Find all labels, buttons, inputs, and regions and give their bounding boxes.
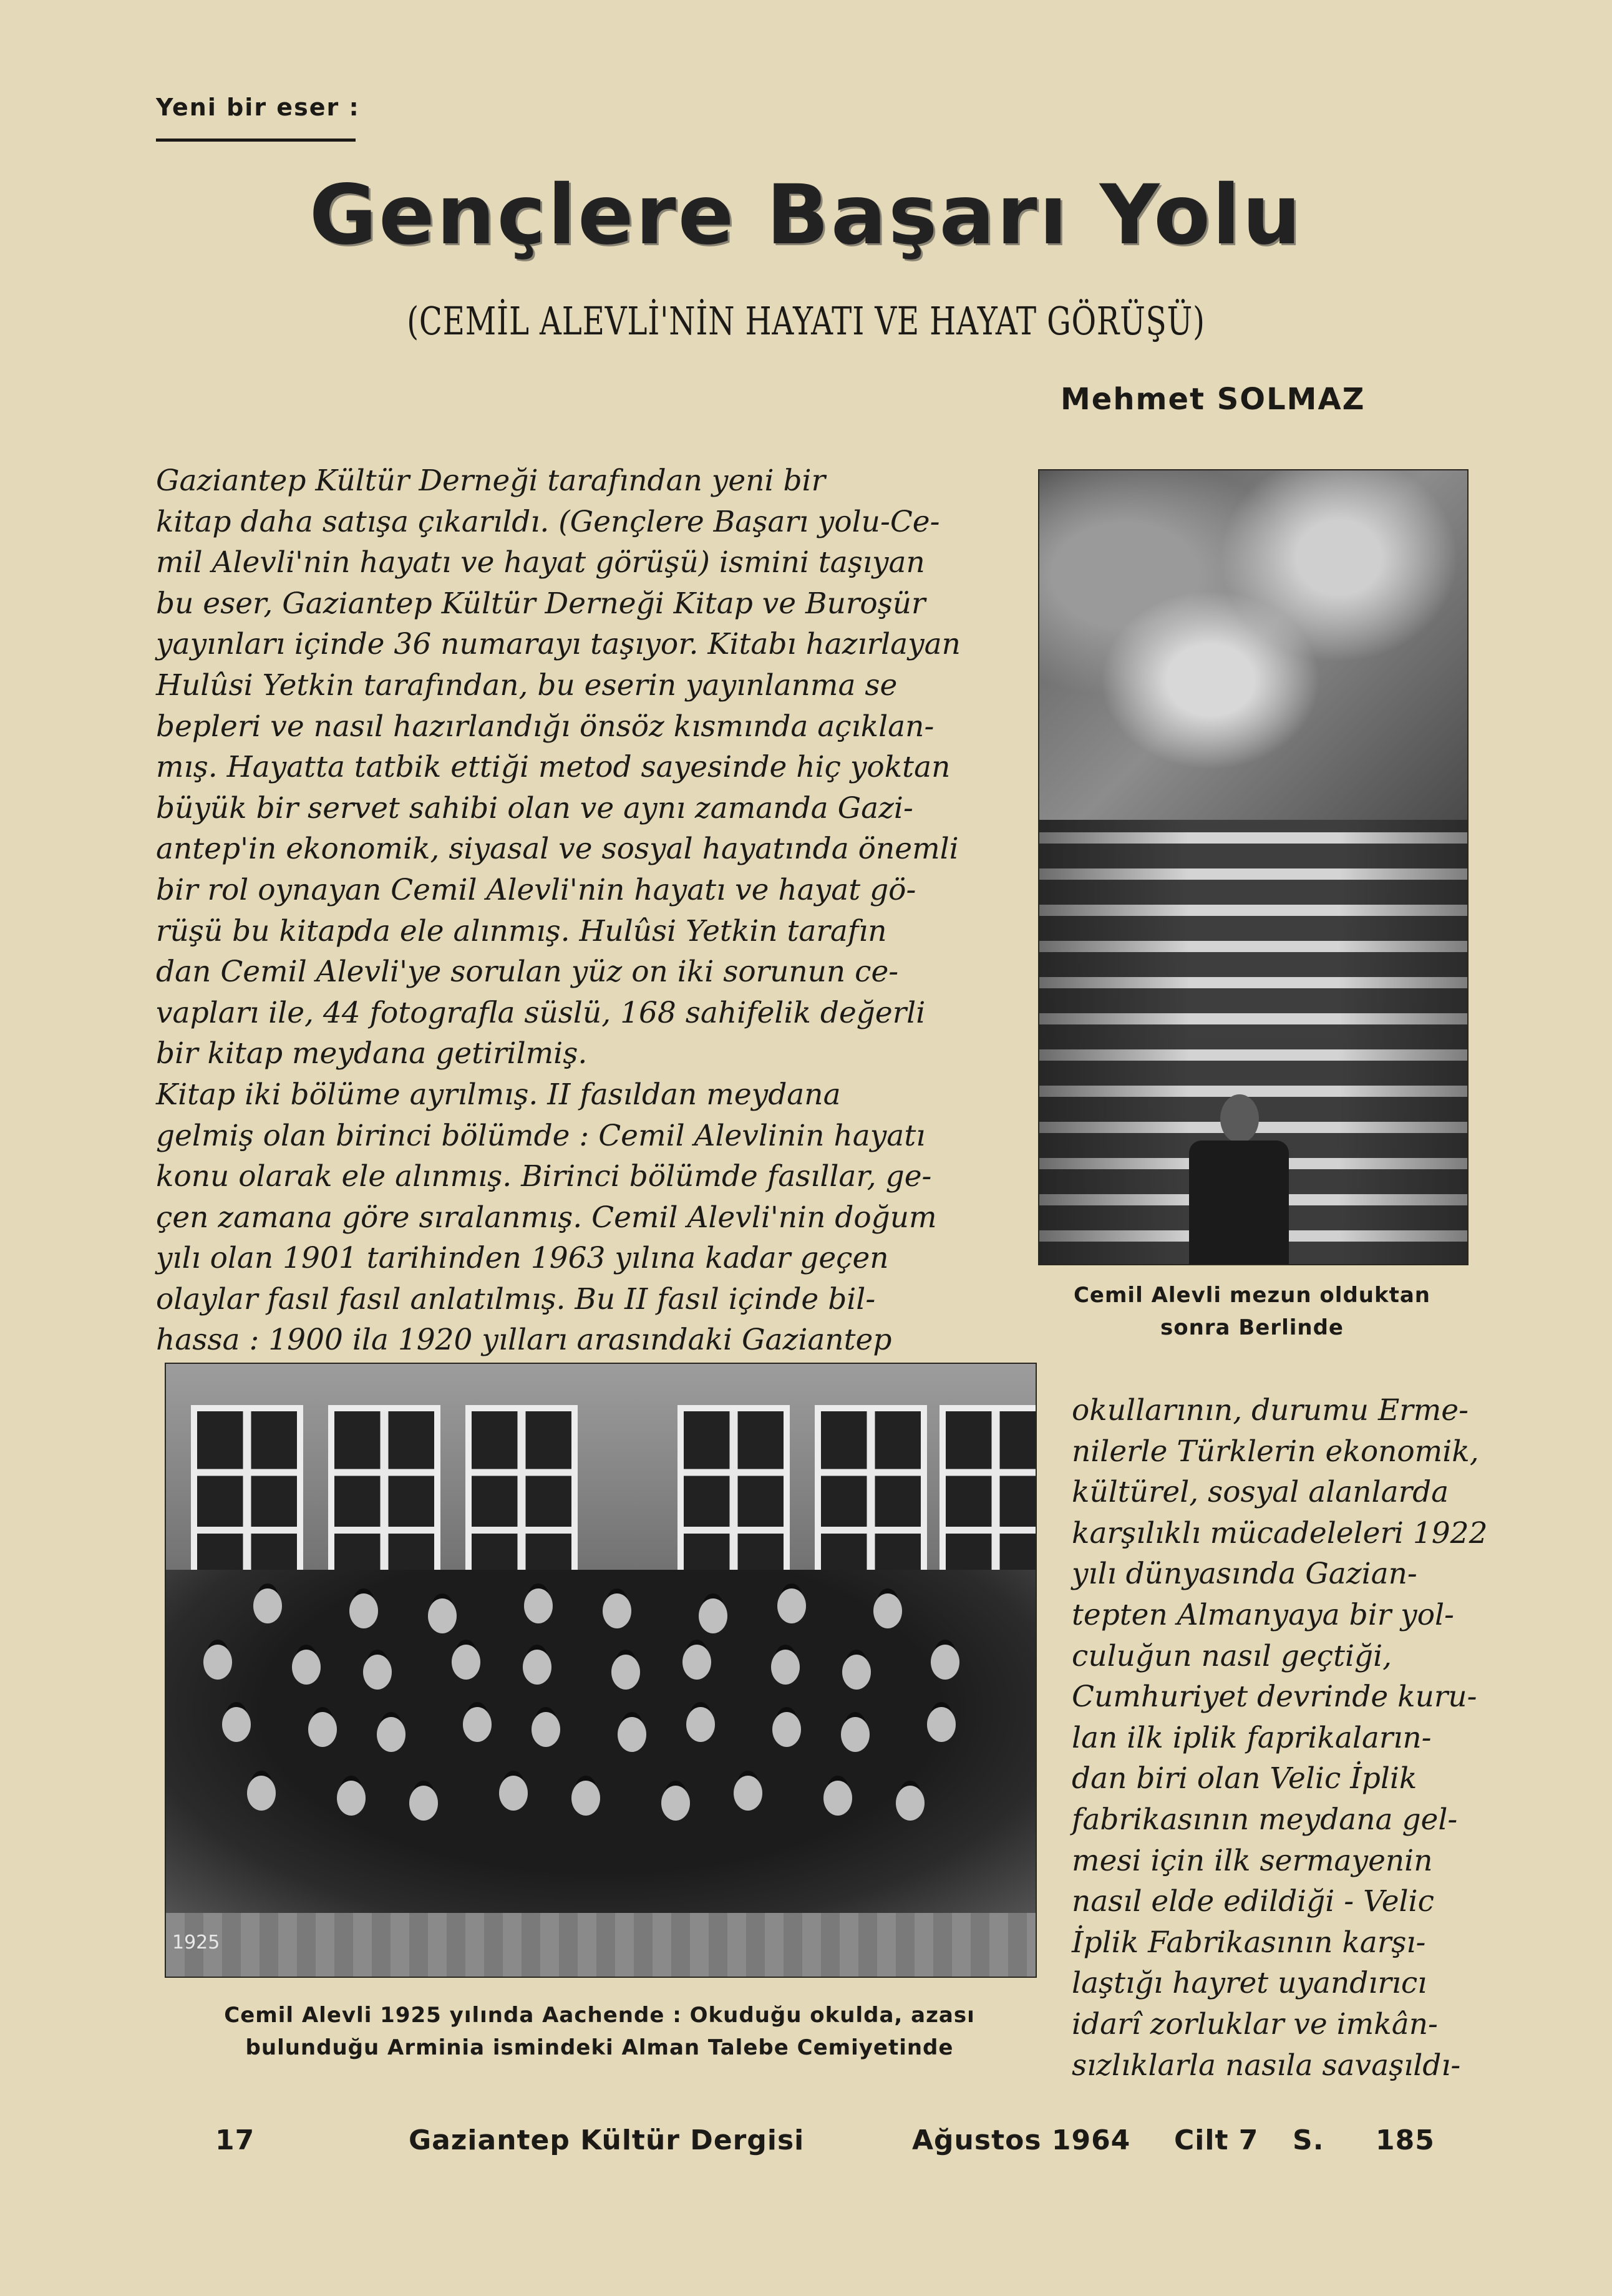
crowd-face xyxy=(931,1645,959,1680)
text-line: bir rol oynayan Cemil Alevli'nin hayatı ve hayat gö- xyxy=(156,872,916,907)
footer-date: Ağustos 1964 xyxy=(912,2124,1131,2156)
footer-page-number: 17 xyxy=(215,2124,255,2156)
text-line: yayınları içinde 36 numarayı taşıyor. Kitabı hazırlayan xyxy=(156,627,961,662)
text-line: yılı olan 1901 tarihinden 1963 yılına kadar geçen xyxy=(156,1241,889,1276)
photo-group-caption-line: Cemil Alevli 1925 yılında Aachende : Okuduğu okulda, azası xyxy=(224,2003,975,2028)
crowd-face xyxy=(699,1598,727,1633)
crowd-face xyxy=(292,1650,321,1685)
article-title: Gençlere Başarı Yolu xyxy=(309,167,1303,263)
body-column-left xyxy=(156,460,961,1361)
text-line: Cumhuriyet devrinde kuru- xyxy=(1072,1680,1477,1715)
photo-window xyxy=(940,1405,1037,1592)
text-line: nasıl elde edildiği - Velic xyxy=(1072,1884,1434,1919)
text-line: kitap daha satışa çıkarıldı. (Gençlere Başarı yolu-Ce- xyxy=(156,504,940,539)
photo-group-caption xyxy=(165,1999,1034,2064)
crowd-face xyxy=(337,1781,366,1816)
text-line: nilerle Türklerin ekonomik, xyxy=(1072,1434,1479,1469)
crowd-face xyxy=(686,1707,715,1742)
crowd-face xyxy=(777,1588,806,1623)
crowd-face xyxy=(452,1645,480,1680)
kicker-underline xyxy=(156,139,356,142)
text-line: İplik Fabrikasının karşı- xyxy=(1072,1925,1426,1960)
crowd-face xyxy=(873,1593,902,1628)
photo-group-aachen xyxy=(165,1363,1037,1978)
text-line: dan biri olan Velic İplik xyxy=(1072,1761,1417,1796)
crowd-face xyxy=(571,1781,600,1816)
crowd-face xyxy=(842,1655,871,1690)
text-line: Kitap iki bölüme ayrılmış. II fasıldan meydana xyxy=(156,1077,841,1112)
text-line: Gaziantep Kültür Derneği tarafından yeni bir xyxy=(156,464,826,498)
crowd-face xyxy=(409,1786,438,1821)
crowd-face xyxy=(682,1645,711,1680)
photo-window xyxy=(191,1405,303,1592)
figure-head xyxy=(1220,1094,1259,1143)
text-line: çen zamana göre sıralanmış. Cemil Alevli'nin doğum xyxy=(156,1200,937,1235)
crowd-face xyxy=(349,1593,378,1628)
text-line: okullarının, durumu Erme- xyxy=(1072,1393,1469,1428)
crowd-face xyxy=(896,1786,925,1821)
text-line: yılı dünyasında Gazian- xyxy=(1072,1557,1417,1592)
text-line: Hulûsi Yetkin tarafından, bu eserin yayınlanma se xyxy=(156,668,898,703)
text-line: konu olarak ele alınmış. Birinci bölümde fasıllar, ge- xyxy=(156,1159,932,1194)
photo-stairs-relief xyxy=(1039,470,1467,820)
crowd-face xyxy=(203,1645,232,1680)
footer-issue-label: S. xyxy=(1293,2124,1324,2156)
text-line: fabrikasının meydana gel- xyxy=(1072,1802,1458,1837)
crowd-face xyxy=(499,1776,528,1811)
crowd-face xyxy=(377,1717,405,1752)
photo-window xyxy=(815,1405,927,1592)
crowd-face xyxy=(603,1593,631,1628)
crowd-face xyxy=(523,1650,551,1685)
crowd-face xyxy=(363,1655,392,1690)
text-line: idarî zorluklar ve imkân- xyxy=(1072,2007,1438,2041)
text-line: bu eser, Gaziantep Kültür Derneği Kitap ve Buroşür xyxy=(156,586,926,621)
footer-journal-name: Gaziantep Kültür Dergisi xyxy=(409,2124,805,2156)
photo-group-ground xyxy=(166,1913,1036,1977)
crowd-face xyxy=(463,1707,492,1742)
text-line: tepten Almanyaya bir yol- xyxy=(1072,1597,1454,1632)
crowd-face xyxy=(532,1712,560,1747)
text-line: vapları ile, 44 fotografla süslü, 168 sahifelik değerli xyxy=(156,995,926,1030)
photo-stairs-berlin xyxy=(1038,469,1469,1265)
photo-stairs-caption-line: sonra Berlinde xyxy=(1160,1315,1344,1340)
photo-group-crowd xyxy=(166,1570,1036,1919)
photo-stairs-caption xyxy=(1038,1279,1466,1344)
crowd-face xyxy=(771,1650,800,1685)
text-line: culuğun nasıl geçtiği, xyxy=(1072,1638,1392,1673)
text-line: bepleri ve nasıl hazırlandığı önsöz kısmında açıklan- xyxy=(156,709,935,744)
crowd-face xyxy=(247,1776,276,1811)
text-line: dan Cemil Alevli'ye sorulan yüz on iki sorunun ce- xyxy=(156,955,899,990)
crowd-face xyxy=(428,1598,457,1633)
text-line: antep'in ekonomik, siyasal ve sosyal hayatında önemli xyxy=(156,832,959,867)
text-line: büyük bir servet sahibi olan ve aynı zamanda Gazi- xyxy=(156,790,913,825)
crowd-face xyxy=(661,1786,690,1821)
photo-group-year-mark: 1925 xyxy=(172,1932,220,1953)
photo-window xyxy=(328,1405,440,1592)
footer-volume: Cilt 7 xyxy=(1174,2124,1259,2156)
article-subtitle: (CEMİL ALEVLİ'NİN HAYATI VE HAYAT GÖRÜŞÜ) xyxy=(407,298,1205,344)
text-line: mış. Hayatta tatbik ettiği metod sayesinde hiç yoktan xyxy=(156,750,951,785)
photo-window xyxy=(677,1405,790,1592)
text-line: mil Alevli'nin hayatı ve hayat görüşü) ismini taşıyan xyxy=(156,545,925,580)
crowd-face xyxy=(772,1712,801,1747)
crowd-face xyxy=(618,1717,646,1752)
crowd-face xyxy=(308,1712,337,1747)
photo-group-caption-line: bulunduğu Arminia ismindeki Alman Talebe Cemiyetinde xyxy=(245,2035,954,2060)
text-line: olaylar fasıl fasıl anlatılmış. Bu II fasıl içinde bil- xyxy=(156,1282,876,1316)
photo-stairs-caption-line: Cemil Alevli mezun olduktan xyxy=(1073,1283,1430,1308)
text-line: mesi için ilk sermayenin xyxy=(1072,1843,1433,1878)
crowd-face xyxy=(222,1707,251,1742)
footer-issue-number: 185 xyxy=(1376,2124,1435,2156)
text-line: sızlıklarla nasıla savaşıldı- xyxy=(1072,2048,1461,2083)
crowd-face xyxy=(734,1776,762,1811)
text-line: kültürel, sosyal alanlarda xyxy=(1072,1475,1449,1510)
text-line: bir kitap meydana getirilmiş. xyxy=(156,1036,588,1071)
body-column-right xyxy=(1072,1390,1488,2086)
photo-window xyxy=(465,1405,578,1592)
text-line: rüşü bu kitapda ele alınmış. Hulûsi Yetkin tarafın xyxy=(156,913,887,948)
article-author: Mehmet SOLMAZ xyxy=(1061,382,1366,417)
text-line: gelmiş olan birinci bölümde : Cemil Alevlinin hayatı xyxy=(156,1118,926,1153)
crowd-face xyxy=(253,1588,282,1623)
crowd-face xyxy=(823,1781,852,1816)
text-line: karşılıklı mücadeleleri 1922 xyxy=(1072,1515,1488,1550)
photo-stairs-figure xyxy=(1183,1094,1289,1265)
text-line: hassa : 1900 ila 1920 yılları arasındaki Gaziantep xyxy=(156,1323,892,1358)
text-line: laştığı hayret uyandırıcı xyxy=(1072,1966,1427,2001)
figure-body xyxy=(1189,1141,1289,1265)
crowd-face xyxy=(841,1717,870,1752)
section-kicker: Yeni bir eser : xyxy=(156,94,360,121)
text-line: lan ilk iplik faprikaların- xyxy=(1072,1720,1432,1755)
crowd-face xyxy=(611,1655,640,1690)
crowd-face xyxy=(927,1707,956,1742)
crowd-face xyxy=(524,1588,553,1623)
